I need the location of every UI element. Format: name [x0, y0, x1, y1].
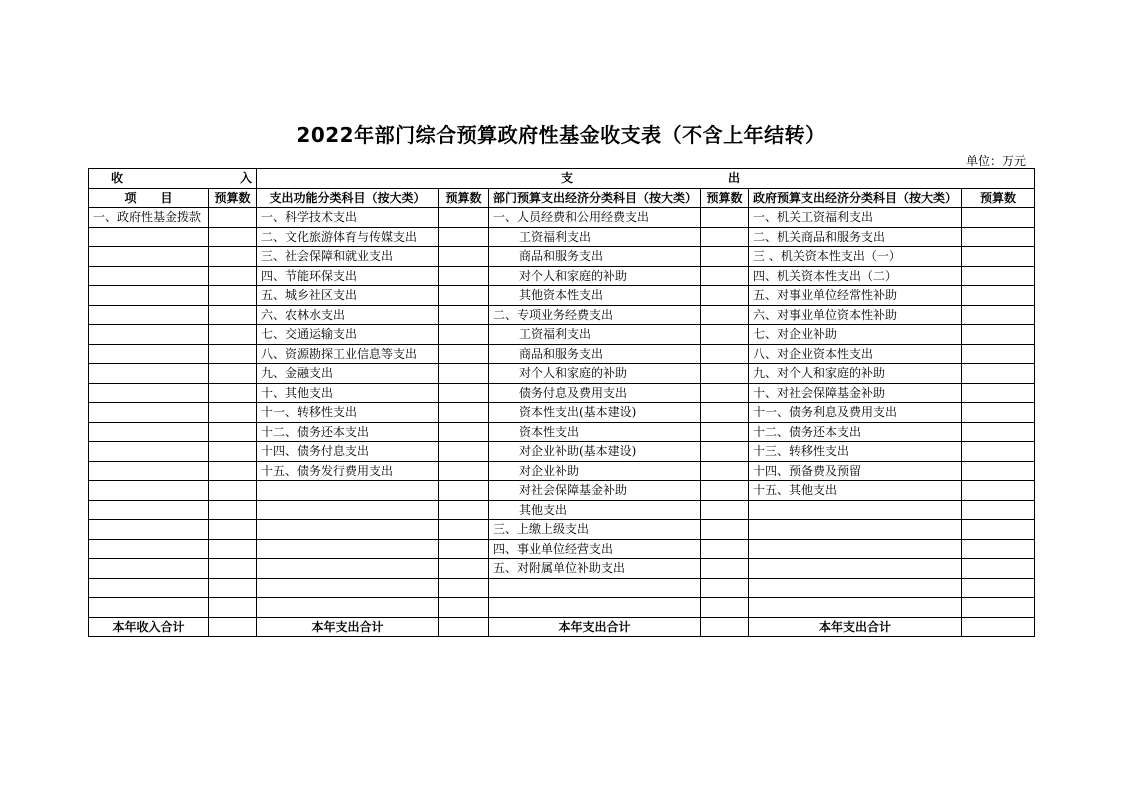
gov-budget-value: [962, 539, 1035, 559]
dept-category-item: [489, 598, 701, 618]
func-category-item: 四、节能环保支出: [257, 266, 439, 286]
header-budget-num-4: 预算数: [962, 188, 1035, 208]
income-item: [89, 286, 209, 306]
table-row: [89, 539, 1035, 559]
income-budget-value: [209, 403, 257, 423]
dept-category-item: 债务付息及费用支出: [489, 383, 701, 403]
income-item: [89, 520, 209, 540]
func-budget-value: [439, 500, 489, 520]
gov-category-item: [749, 559, 962, 579]
gov-category-item: 十四、预备费及预留: [749, 461, 962, 481]
dept-budget-value: [701, 286, 749, 306]
gov-budget-value: [962, 208, 1035, 228]
func-category-item: 一、科学技术支出: [257, 208, 439, 228]
income-budget-value: [209, 364, 257, 384]
table-row: [89, 559, 1035, 579]
dept-budget-value: [701, 247, 749, 267]
dept-budget-value: [701, 559, 749, 579]
dept-budget-value: [701, 325, 749, 345]
income-budget-value: [209, 520, 257, 540]
gov-budget-value: [962, 500, 1035, 520]
dept-category-item: 对个人和家庭的补助: [489, 364, 701, 384]
income-item: [89, 500, 209, 520]
gov-category-item: [749, 539, 962, 559]
income-budget-value: [209, 286, 257, 306]
income-budget-value: [209, 481, 257, 501]
gov-budget-value: [962, 403, 1035, 423]
dept-total-value: [701, 617, 749, 637]
gov-budget-value: [962, 286, 1035, 306]
gov-category-item: 十三、转移性支出: [749, 442, 962, 462]
dept-category-item: 对企业补助(基本建设): [489, 442, 701, 462]
gov-category-item: 六、对事业单位资本性补助: [749, 305, 962, 325]
gov-category-item: 十五、其他支出: [749, 481, 962, 501]
dept-budget-value: [701, 305, 749, 325]
table-row: [89, 208, 1035, 228]
income-item: [89, 422, 209, 442]
income-item: [89, 383, 209, 403]
income-item: [89, 578, 209, 598]
dept-category-item: 工资福利支出: [489, 325, 701, 345]
income-budget-value: [209, 344, 257, 364]
func-budget-value: [439, 598, 489, 618]
gov-budget-value: [962, 266, 1035, 286]
header-row-top: [89, 169, 1035, 189]
dept-budget-value: [701, 539, 749, 559]
dept-total-label: 本年支出合计: [489, 617, 701, 637]
income-item: [89, 227, 209, 247]
dept-category-item: 其他支出: [489, 500, 701, 520]
table-row: [89, 442, 1035, 462]
header-item: 项 目: [89, 188, 209, 208]
func-category-item: 九、金融支出: [257, 364, 439, 384]
table-row: [89, 383, 1035, 403]
func-category-item: [257, 500, 439, 520]
income-budget-value: [209, 500, 257, 520]
gov-category-item: 十、对社会保障基金补助: [749, 383, 962, 403]
func-total-value: [439, 617, 489, 637]
gov-category-item: 十二、债务还本支出: [749, 422, 962, 442]
func-budget-value: [439, 344, 489, 364]
dept-budget-value: [701, 208, 749, 228]
income-budget-value: [209, 578, 257, 598]
dept-budget-value: [701, 578, 749, 598]
func-category-item: 六、农林水支出: [257, 305, 439, 325]
gov-budget-value: [962, 559, 1035, 579]
income-budget-value: [209, 442, 257, 462]
gov-category-item: [749, 500, 962, 520]
gov-budget-value: [962, 305, 1035, 325]
header-row-sub: [89, 188, 1035, 208]
gov-category-item: [749, 598, 962, 618]
income-item: [89, 461, 209, 481]
dept-category-item: 其他资本性支出: [489, 286, 701, 306]
func-budget-value: [439, 383, 489, 403]
gov-total-label: 本年支出合计: [749, 617, 962, 637]
income-budget-value: [209, 325, 257, 345]
header-budget-num-2: 预算数: [439, 188, 489, 208]
income-budget-value: [209, 598, 257, 618]
gov-category-item: 二、机关商品和服务支出: [749, 227, 962, 247]
dept-category-item: 商品和服务支出: [489, 247, 701, 267]
income-item: [89, 325, 209, 345]
gov-budget-value: [962, 442, 1035, 462]
income-budget-value: [209, 422, 257, 442]
table-row: [89, 325, 1035, 345]
func-category-item: [257, 578, 439, 598]
func-category-item: [257, 520, 439, 540]
func-category-item: 七、交通运输支出: [257, 325, 439, 345]
func-budget-value: [439, 539, 489, 559]
income-item: [89, 247, 209, 267]
gov-budget-value: [962, 344, 1035, 364]
income-item: [89, 539, 209, 559]
dept-category-item: [489, 578, 701, 598]
table-row: [89, 481, 1035, 501]
dept-budget-value: [701, 461, 749, 481]
gov-budget-value: [962, 461, 1035, 481]
func-category-item: 十四、债务付息支出: [257, 442, 439, 462]
func-budget-value: [439, 422, 489, 442]
income-header: [89, 169, 257, 189]
table-row: [89, 520, 1035, 540]
expense-header-right: 出: [728, 171, 741, 186]
gov-category-item: 五、对事业单位经常性补助: [749, 286, 962, 306]
income-header-left: 收: [111, 171, 124, 186]
income-budget-value: [209, 559, 257, 579]
gov-category-item: 十一、债务利息及费用支出: [749, 403, 962, 423]
unit-label: 单位：万元: [965, 154, 1026, 168]
func-budget-value: [439, 305, 489, 325]
header-func-category: 支出功能分类科目（按大类）: [257, 188, 439, 208]
func-budget-value: [439, 364, 489, 384]
gov-budget-value: [962, 578, 1035, 598]
dept-budget-value: [701, 520, 749, 540]
table-row: [89, 344, 1035, 364]
table-row: [89, 227, 1035, 247]
income-item: [89, 481, 209, 501]
dept-budget-value: [701, 442, 749, 462]
func-budget-value: [439, 208, 489, 228]
gov-budget-value: [962, 227, 1035, 247]
func-budget-value: [439, 578, 489, 598]
income-total-value: [209, 617, 257, 637]
gov-total-value: [962, 617, 1035, 637]
gov-budget-value: [962, 364, 1035, 384]
func-budget-value: [439, 227, 489, 247]
func-category-item: 二、文化旅游体育与传媒支出: [257, 227, 439, 247]
income-budget-value: [209, 461, 257, 481]
func-budget-value: [439, 520, 489, 540]
gov-category-item: [749, 520, 962, 540]
income-item: [89, 559, 209, 579]
dept-category-item: 工资福利支出: [489, 227, 701, 247]
func-total-label: 本年支出合计: [257, 617, 439, 637]
func-budget-value: [439, 559, 489, 579]
gov-budget-value: [962, 520, 1035, 540]
func-category-item: 十、其他支出: [257, 383, 439, 403]
gov-budget-value: [962, 598, 1035, 618]
dept-category-item: 资本性支出(基本建设): [489, 403, 701, 423]
income-header-right: 入: [239, 171, 252, 186]
expense-header: [257, 169, 1035, 189]
table-row: [89, 286, 1035, 306]
header-budget-num-3: 预算数: [701, 188, 749, 208]
budget-table: [88, 168, 1035, 637]
dept-budget-value: [701, 364, 749, 384]
dept-category-item: 对社会保障基金补助: [489, 481, 701, 501]
gov-category-item: 八、对企业资本性支出: [749, 344, 962, 364]
gov-budget-value: [962, 247, 1035, 267]
table-row: [89, 422, 1035, 442]
header-dept-category: 部门预算支出经济分类科目（按大类）: [489, 188, 701, 208]
income-item: 一、政府性基金拨款: [89, 208, 209, 228]
income-item: [89, 305, 209, 325]
table-row: [89, 266, 1035, 286]
func-category-item: 十五、债务发行费用支出: [257, 461, 439, 481]
table-row: [89, 578, 1035, 598]
dept-category-item: 五、对附属单位补助支出: [489, 559, 701, 579]
income-item: [89, 598, 209, 618]
gov-category-item: 三 、机关资本性支出（一）: [749, 247, 962, 267]
income-item: [89, 266, 209, 286]
totals-row: [89, 617, 1035, 637]
gov-budget-value: [962, 481, 1035, 501]
dept-budget-value: [701, 383, 749, 403]
func-category-item: 十二、债务还本支出: [257, 422, 439, 442]
gov-category-item: 四、机关资本性支出（二）: [749, 266, 962, 286]
func-budget-value: [439, 266, 489, 286]
func-budget-value: [439, 286, 489, 306]
income-item: [89, 442, 209, 462]
income-budget-value: [209, 539, 257, 559]
gov-budget-value: [962, 325, 1035, 345]
gov-category-item: 七、对企业补助: [749, 325, 962, 345]
func-budget-value: [439, 403, 489, 423]
func-category-item: 五、城乡社区支出: [257, 286, 439, 306]
func-category-item: 三、社会保障和就业支出: [257, 247, 439, 267]
income-item: [89, 364, 209, 384]
dept-budget-value: [701, 403, 749, 423]
income-item: [89, 403, 209, 423]
dept-category-item: 一、人员经费和公用经费支出: [489, 208, 701, 228]
dept-budget-value: [701, 598, 749, 618]
func-budget-value: [439, 481, 489, 501]
dept-budget-value: [701, 266, 749, 286]
func-category-item: 八、资源勘探工业信息等支出: [257, 344, 439, 364]
table-row: [89, 305, 1035, 325]
gov-budget-value: [962, 383, 1035, 403]
func-category-item: 十一、转移性支出: [257, 403, 439, 423]
header-budget-num-1: 预算数: [209, 188, 257, 208]
gov-category-item: 一、机关工资福利支出: [749, 208, 962, 228]
table-row: [89, 403, 1035, 423]
func-budget-value: [439, 247, 489, 267]
income-budget-value: [209, 305, 257, 325]
dept-category-item: 商品和服务支出: [489, 344, 701, 364]
table-row: [89, 598, 1035, 618]
func-category-item: [257, 539, 439, 559]
func-budget-value: [439, 325, 489, 345]
dept-category-item: 对个人和家庭的补助: [489, 266, 701, 286]
dept-budget-value: [701, 500, 749, 520]
func-category-item: [257, 598, 439, 618]
table-row: [89, 364, 1035, 384]
gov-budget-value: [962, 422, 1035, 442]
expense-header-left: 支: [561, 171, 574, 186]
dept-budget-value: [701, 422, 749, 442]
table-row: [89, 500, 1035, 520]
func-budget-value: [439, 442, 489, 462]
func-category-item: [257, 481, 439, 501]
income-total-label: 本年收入合计: [89, 617, 209, 637]
dept-category-item: 对企业补助: [489, 461, 701, 481]
table-row: [89, 247, 1035, 267]
gov-category-item: [749, 578, 962, 598]
dept-category-item: 资本性支出: [489, 422, 701, 442]
income-budget-value: [209, 208, 257, 228]
income-item: [89, 344, 209, 364]
income-budget-value: [209, 227, 257, 247]
dept-category-item: 二、专项业务经费支出: [489, 305, 701, 325]
dept-category-item: 四、事业单位经营支出: [489, 539, 701, 559]
header-gov-category: 政府预算支出经济分类科目（按大类）: [749, 188, 962, 208]
dept-budget-value: [701, 481, 749, 501]
income-budget-value: [209, 266, 257, 286]
dept-budget-value: [701, 344, 749, 364]
gov-category-item: 九、对个人和家庭的补助: [749, 364, 962, 384]
page-title: 2022年部门综合预算政府性基金收支表（不含上年结转）: [296, 123, 826, 147]
func-category-item: [257, 559, 439, 579]
income-budget-value: [209, 247, 257, 267]
dept-category-item: 三、上缴上级支出: [489, 520, 701, 540]
func-budget-value: [439, 461, 489, 481]
table-row: [89, 461, 1035, 481]
income-budget-value: [209, 383, 257, 403]
dept-budget-value: [701, 227, 749, 247]
